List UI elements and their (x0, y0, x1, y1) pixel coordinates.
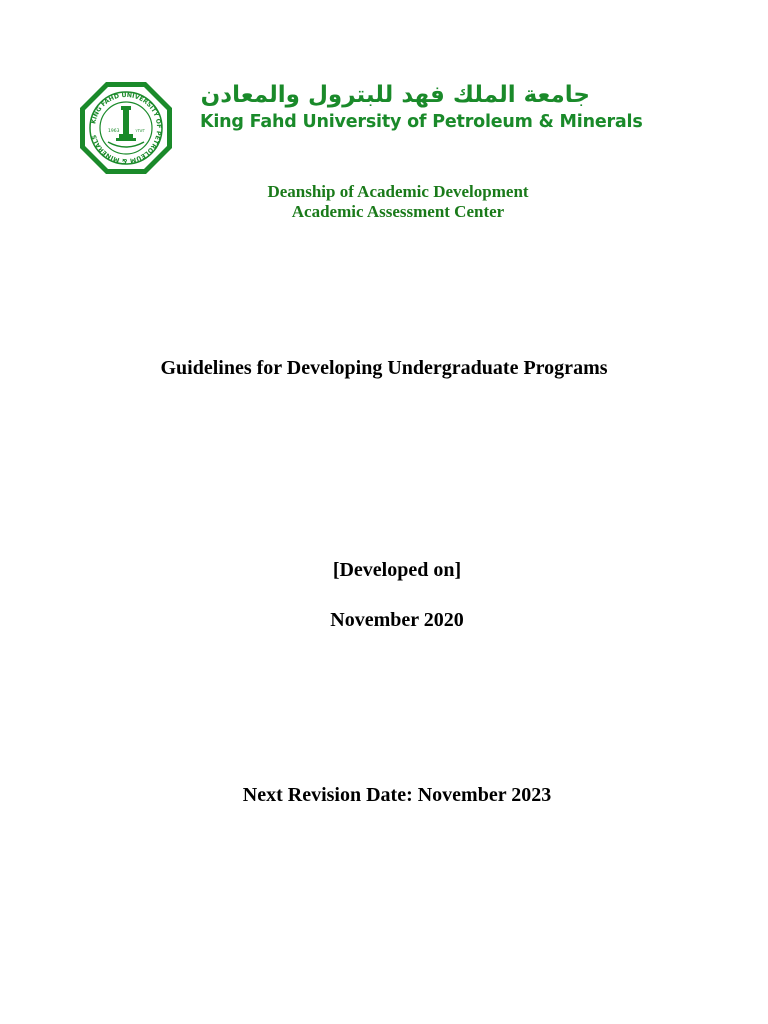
developed-on-label: [Developed on] (332, 559, 462, 581)
document-title: Guidelines for Developing Undergraduate Programs (160, 357, 608, 379)
university-name-arabic: جامعة الملك فهد للبترول والمعادن (200, 82, 590, 108)
university-seal-icon (78, 80, 174, 176)
seal-year-left: 1963 (108, 129, 120, 134)
center-name: Academic Assessment Center (291, 202, 505, 221)
seal-year-right: ١٣٨٣ (135, 129, 145, 134)
university-name-english: King Fahd University of Petroleum & Minerals (200, 112, 643, 132)
developed-on-date: November 2020 (330, 609, 464, 631)
seal-ring-text: KING FAHD UNIVERSITY OF PETROLEUM & MINERALS (90, 91, 163, 165)
deanship-name: Deanship of Academic Development (267, 182, 529, 201)
university-header (78, 80, 643, 180)
next-revision-date: Next Revision Date: November 2023 (242, 784, 552, 806)
